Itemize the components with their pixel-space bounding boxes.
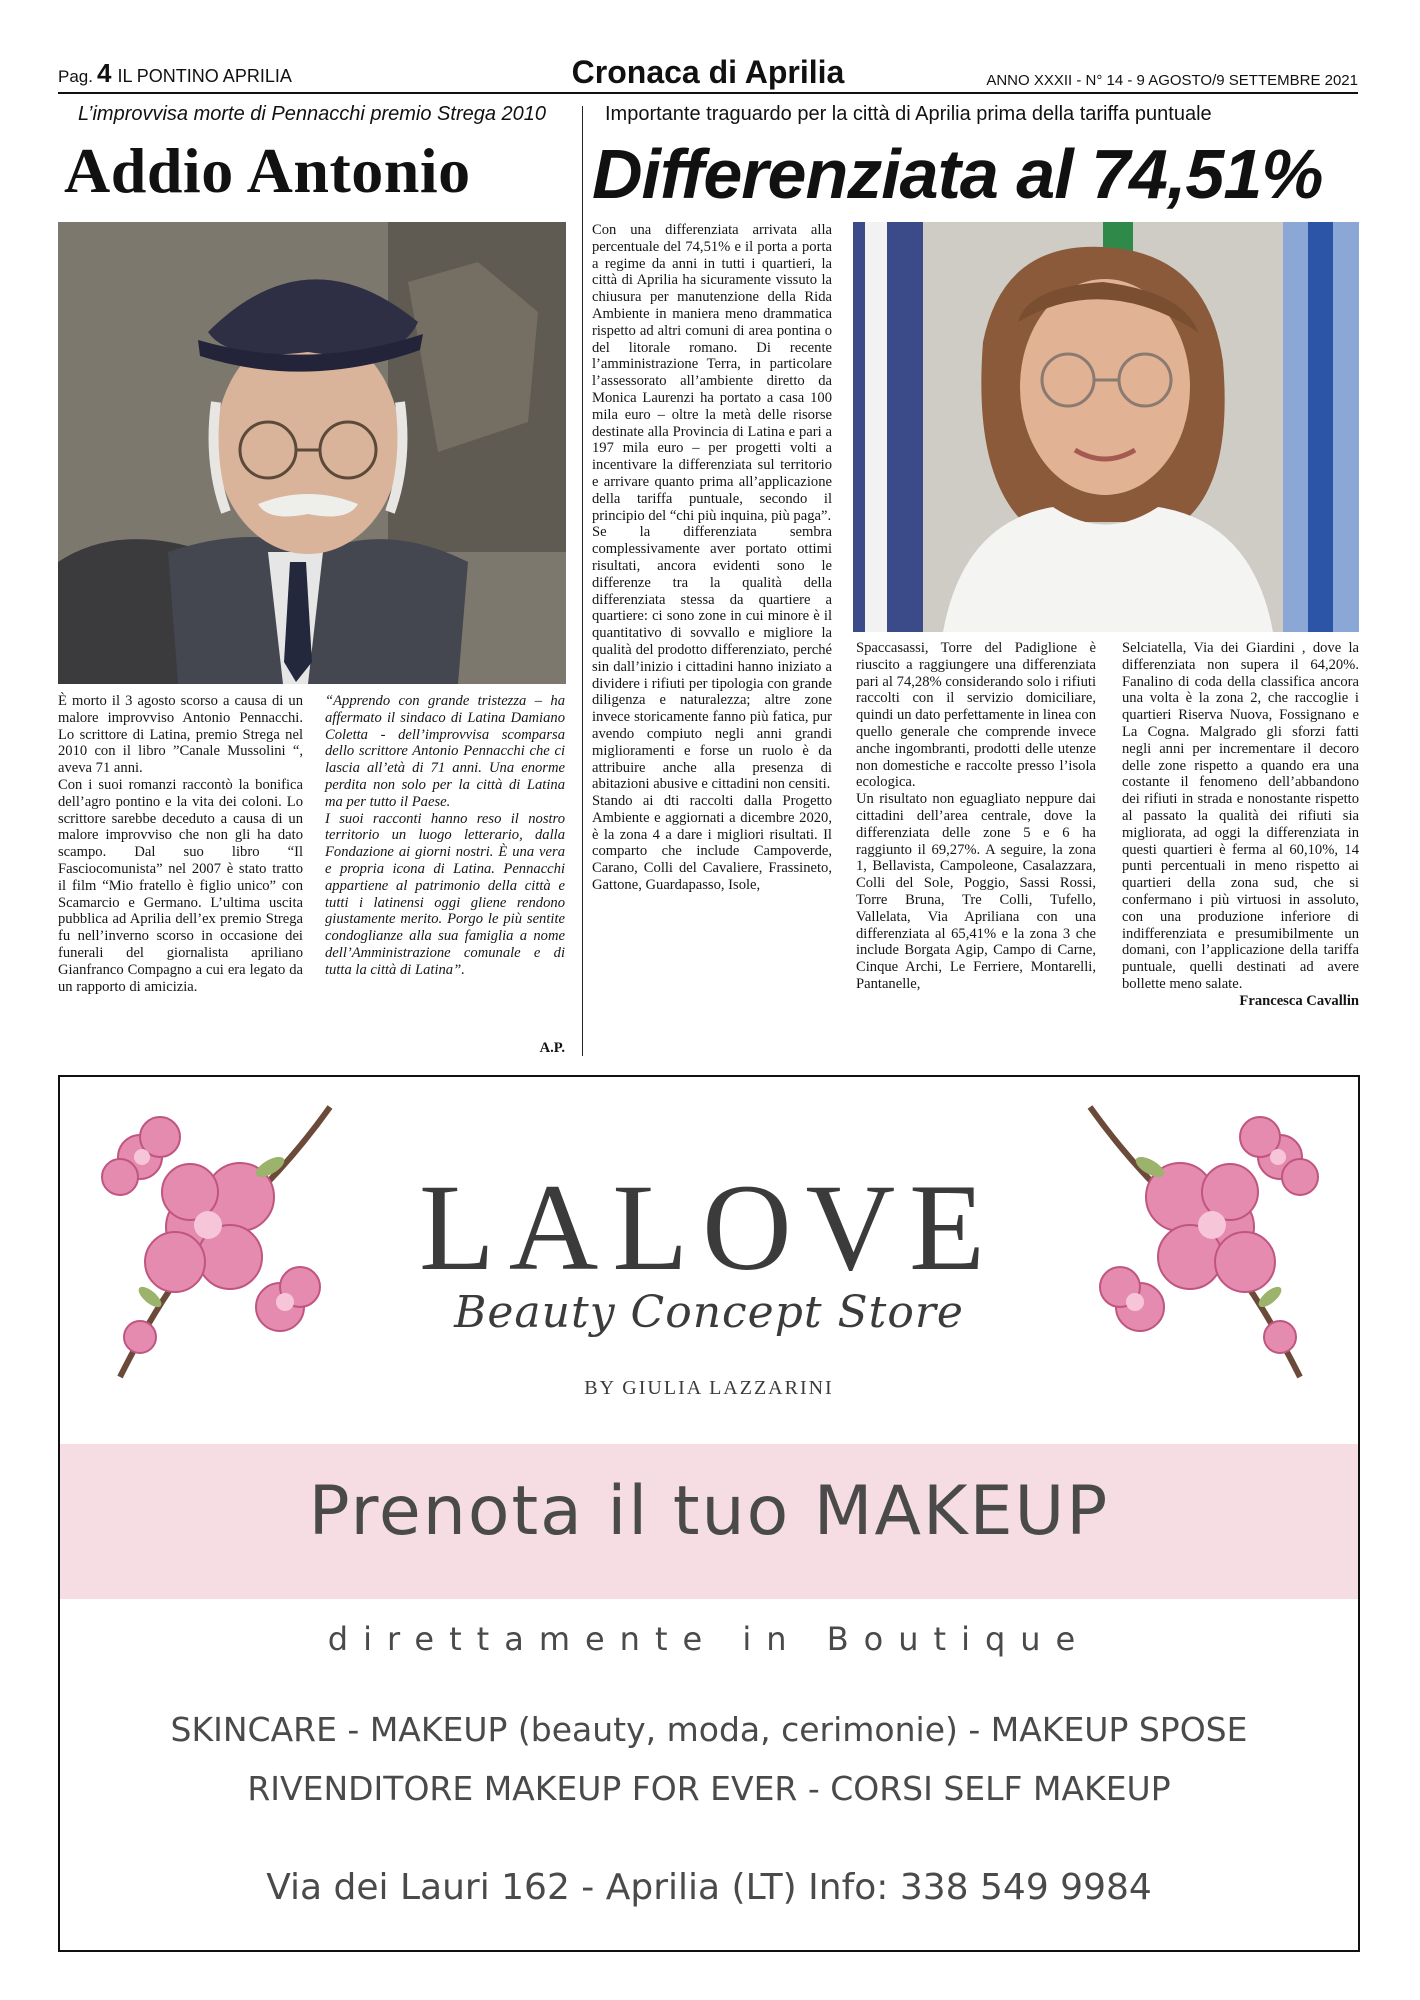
left-article-kicker: L’improvvisa morte di Pennacchi premio Strega 2010 [78, 103, 547, 125]
right-article-column-2 [856, 640, 1096, 993]
right-article-column-1 [592, 222, 832, 894]
lalove-advertisement[interactable] [58, 1075, 1360, 1952]
issue-info: ANNO XXXII - N° 14 - 9 AGOSTO/9 SETTEMBRE 2021 [986, 72, 1358, 89]
ad-call-to-action: Prenota il tuo MAKEUP [308, 1472, 1110, 1551]
paragraph: “Apprendo con grande tristezza – ha affermato il sindaco di Latina Damiano Coletta - dell’improvvisa scomparsa dello scrittore Antonio Pennacchi che ci lascia all’età di 71 anni. Una enorme perdita non solo per la città di Latina ma per tutto il Paese. [325, 693, 565, 810]
right-article-kicker: Importante traguardo per la città di Aprilia prima della tariffa puntuale [605, 103, 1212, 125]
left-article-column-2 [325, 693, 565, 979]
ad-by-line: BY GIULIA LAZZARINI [584, 1377, 834, 1399]
right-article-signature: Francesca Cavallin [1239, 992, 1359, 1009]
left-article-column-1 [58, 693, 303, 995]
column-divider [582, 106, 583, 1056]
portrait-photo-monica-laurenzi [853, 222, 1359, 632]
paragraph: Selciatella, Via dei Giardini , dove la differenziata non supera il 64,20%. Fanalino di coda della classifica ancora una volta è la zona 2, che raccoglie i quartieri Riserva Nuova, Fossignano e La Cogna. Malgrado gli sforzi fatti negli anni per incrementare il decoro delle zone rispetto a quando era una costante il fenomeno dell’abbandono dei rifiuti in strada e nonostante rispetto al passato la qualità dei rifiuti sia migliorata, ad oggi la differenziata in questi quartieri è ferma al 60,10%, 14 punti percentuali in meno rispetto ai quartieri della zona sud, che si confermano i più virtuosi in assoluto, con una produzione inferiore di indifferenziata e presumibilmente un domani, con l’applicazione della tariffa puntuale, quelli destinati ad avere bollette meno salate. [1122, 640, 1359, 992]
paragraph: Con una differenziata arrivata alla percentuale del 74,51% e il porta a porta a regime da anni in tutti i quartieri, la città di Aprilia ha sicuramente vissuto la chiusura per manutenzione della Rida Ambiente in maniera meno drammatica rispetto ad altri comuni di area pontina o del litorale romano. Di recente l’amministrazione Terra, in particolare l’assessorato all’ambiente diretto da Monica Laurenzi ha portato a casa 100 mila euro – oltre la metà delle risorse destinate alla Provincia di Latina e pari a 197 mila euro – per progetti volti a incentivare la differenziata sul territorio e arrivare quanto prima all’applicazione della tariffa puntuale, secondo il principio del “chi più inquina, più paga”. [592, 222, 832, 524]
ad-brand-name: LALOVE [419, 1159, 999, 1296]
paragraph: Se la differenziata sembra complessivamente aver portato ottimi risultati, ancora evidenti sono le differenze tra la qualità della differenziata stessa da quartiere a quartiere: ci sono zone in cui minore è il quantitativo di sovvallo e migliore la qualità del prodotto differenziato, perché sin dall’inizio i cittadini hanno iniziato a dividere i rifiuti per tipologia con grande diligenza e naturalezza; altre zone invece storicamente fanno più fatica, pur avendo compiuto negli anni grandi miglioramenti e forse un ruolo è da attribuire anche alla presenza di abitazioni abusive e cittadini non censiti. [592, 524, 832, 793]
right-article-column-3 [1122, 640, 1359, 1010]
portrait-illustration [853, 222, 1359, 632]
page-number: 4 [96, 58, 112, 88]
ad-subtitle: direttamente in Boutique [327, 1620, 1091, 1658]
paragraph: Con i suoi romanzi raccontò la bonifica dell’agro pontino e la vita dei coloni. Lo scrittore sarebbe deceduto a causa di un malore improvviso che non gli ha dato scampo. Dal suo libro “Il Fasciocomunista” nel 2007 è stato tratto il film “Mio fratello è figlio unico” con Scamarcio e Germano. L’ultima uscita pubblica ad Aprilia dell’ex premio Strega fu nell’inverno scorso in occasione dei funerali del giornalista apriliano Gianfranco Compagno a cui era legato da un rapporto di amicizia. [58, 776, 303, 995]
right-article-headline: Differenziata al 74,51% [592, 135, 1323, 213]
portrait-photo-antonio-pennacchi [58, 222, 566, 684]
paragraph: I suoi racconti hanno reso il nostro territorio un luogo letterario, dalla Fondazione ai giorni nostri. È una vera e propria icona di Latina. Pennacchi appartiene al patrimonio della città e tutti i latinensi oggi gliene rendono giustamente merito. Porgo le più sentite condoglianze alla sua famiglia a nome dell’Amministrazione comunale e di tutta la città di Latina”. [325, 810, 565, 978]
paragraph: Un risultato non eguagliato neppure dai cittadini dell’area centrale, dove la differenziata delle zone 5 e 6 ha raggiunto il 69,27%. A seguire, la zona 1, Bellavista, Campoleone, Casalazzara, Colli del Sole, Poggio, Sassi Rossi, Torre Bruna, Tre Colli, Tufello, Vallelata, Via Apriliana con una differenziata al 65,41% e la zona 3 che include Borgata Agip, Campo di Carne, Cinque Archi, Le Ferriere, Montarelli, Pantanelle, [856, 791, 1096, 992]
ad-services-line-2: RIVENDITORE MAKEUP FOR EVER - CORSI SELF MAKEUP [247, 1769, 1171, 1808]
section-title: Cronaca di Aprilia [571, 54, 845, 90]
left-article-headline: Addio Antonio [64, 135, 471, 206]
ad-address-contact: Via dei Lauri 162 - Aprilia (LT) Info: 338 549 9984 [266, 1867, 1152, 1908]
portrait-illustration [58, 222, 566, 684]
ad-services-line-1: SKINCARE - MAKEUP (beauty, moda, cerimonie) - MAKEUP SPOSE [170, 1710, 1248, 1749]
paragraph: Spaccasassi, Torre del Padiglione è riuscito a raggiungere una differenziata pari al 74,28% considerando solo i rifiuti raccolti con il servizio domiciliare, quindi un dato perfettamente in linea con quello generale che comprende invece anche ingombranti, prodotti delle utenze non domestiche e raccolte presso l’isola ecologica. [856, 640, 1096, 791]
page-prefix: Pag. [58, 67, 93, 86]
ad-tagline: Beauty Concept Store [454, 1287, 964, 1338]
paragraph: Stando ai dti raccolti dalla Progetto Ambiente e aggiornati a dicembre 2020, è la zona 4 a dare i migliori risultati. Il comparto che include Campoverde, Carano, Colli del Cavaliere, Frassineto, Gattone, Guardapasso, Isole, [592, 793, 832, 894]
left-article-signature: A.P. [539, 1040, 565, 1056]
paragraph: È morto il 3 agosto scorso a causa di un malore improvviso Antonio Pennacchi. Lo scrittore di Latina, premio Strega nel 2010 con il libro ”Canale Mussolini “, aveva 71 anni. [58, 693, 303, 777]
publication-name: IL PONTINO APRILIA [117, 66, 292, 86]
page-header [58, 54, 1358, 94]
